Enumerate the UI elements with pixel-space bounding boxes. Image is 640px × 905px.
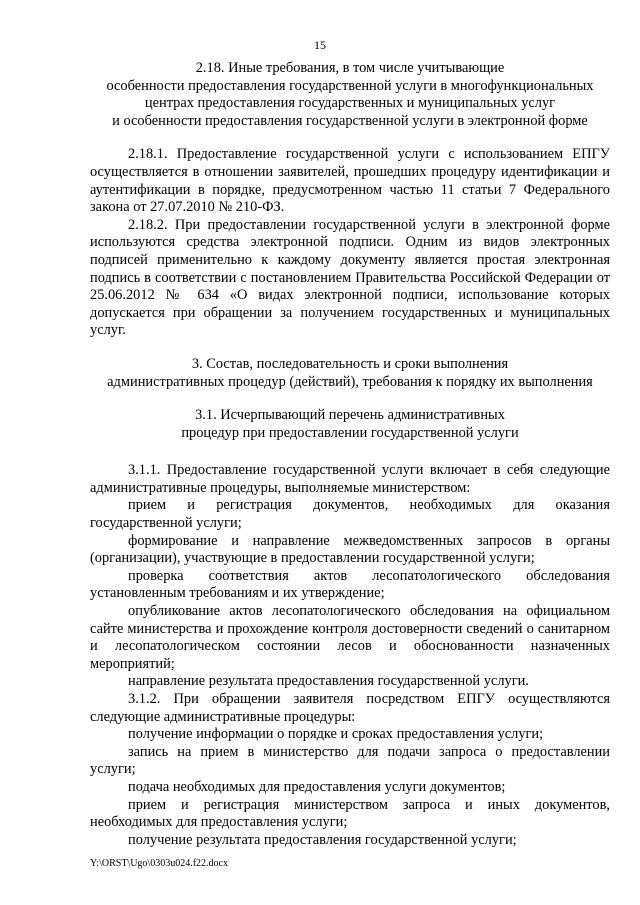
list-item: запись на прием в министерство для подачи запроса о предоставлении услуги;	[90, 743, 610, 778]
heading-line: центрах предоставления государственных и муниципальных услуг	[144, 95, 556, 112]
list-item: получение результата предоставления государственной услуги;	[128, 831, 517, 848]
page-content	[90, 60, 610, 849]
paragraph-3-1-2: 3.1.2. При обращении заявителя посредством ЕПГУ осуществляются следующие административные процедуры:	[90, 691, 610, 725]
heading-line: и особенности предоставления государственной услуги в электронной форме	[112, 112, 588, 129]
footer-file-path: Y:\ORST\Ugo\0303u024.f22.docx	[90, 858, 228, 869]
list-item: получение информации о порядке и сроках предоставления услуги;	[128, 726, 544, 743]
list-item: проверка соответствия актов лесопатологического обследования установленным требованиям и их утверждение;	[90, 567, 610, 602]
heading-line: административных процедур (действий), требования к порядку их выполнения	[107, 373, 593, 390]
paragraph-3-1-1: 3.1.1. Предоставление государственной услуги включает в себя следующие административные процедуры, выполняемые министерством:	[90, 462, 610, 496]
list-item: подача необходимых для предоставления услуги документов;	[128, 778, 506, 795]
heading-line: 3. Состав, последовательность и сроки выполнения	[191, 355, 509, 372]
list-item: прием и регистрация министерством запроса и иных документов, необходимых для предоставления услуги;	[90, 796, 610, 831]
list-item: прием и регистрация документов, необходимых для оказания государственной услуги;	[90, 497, 610, 532]
list-item: опубликование актов лесопатологического обследования на официальном сайте министерства и прохождение контроля достоверности сведений о санитарном и лесопатологическом состоянии лесов и обоснованности назначенных мероприятий;	[90, 603, 610, 672]
heading-line: 2.18. Иные требования, в том числе учитывающие	[195, 60, 505, 76]
list-item: формирование и направление межведомственных запросов в органы (организации), участвующие в предоставлении государственной услуги;	[90, 532, 610, 567]
heading-line: 3.1. Исчерпывающий перечень административных	[195, 407, 505, 424]
section-2-18-heading	[90, 60, 610, 130]
heading-line: процедур при предоставлении государственной услуги	[181, 424, 519, 441]
section-3-heading	[90, 356, 610, 391]
page-number: 15	[314, 38, 326, 52]
section-3-1-heading	[90, 407, 610, 442]
paragraph-2-18-1: 2.18.1. Предоставление государственной услуги с использованием ЕПГУ осуществляется в отношении заявителей, прошедших процедуру идентификации и аутентификации в порядке, предусмотренном частью 11 статьи 7 Федерального закона от 27.07.2010 № 210-ФЗ.	[90, 146, 610, 216]
heading-line: особенности предоставления государственной услуги в многофункциональных	[106, 77, 594, 94]
list-item: направление результата предоставления государственной услуги.	[128, 673, 529, 690]
paragraph-2-18-2: 2.18.2. При предоставлении государственной услуги в электронной форме используются средства электронной подписи. Одним из видов электронных подписей применительно к каждому документу является простая электронная подпись в соответствии с постановлением Правительства Российской Федерации от 25.06.2012 № 634 «О видах электронной подписи, использование которых допускается при обращении за получением государственных и муниципальных услуг.	[90, 216, 610, 339]
